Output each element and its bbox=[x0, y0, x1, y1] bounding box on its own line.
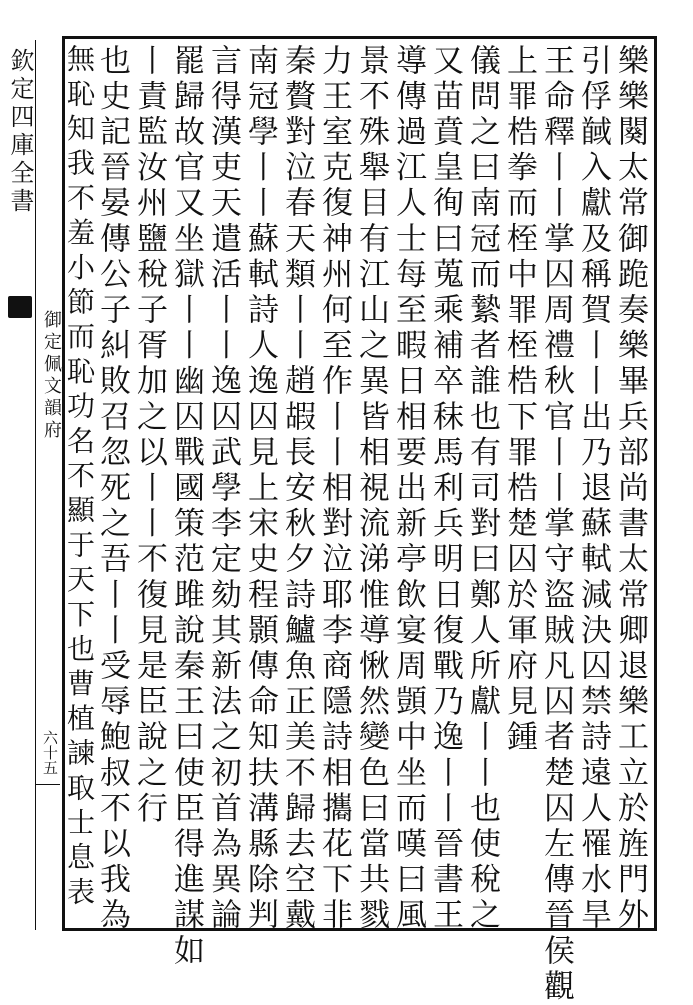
page-number: 六十五 bbox=[38, 730, 60, 775]
text-column: 言得漢吏天遣活丨丨逸囚武學李定劾其新法之初首為異論 bbox=[205, 44, 241, 934]
frame-right-border bbox=[654, 36, 657, 931]
text-column: 又苗賁皇徇曰蒐乘補卒秣馬利兵明日復戰乃逸丨丨晉書王 bbox=[427, 44, 463, 934]
text-column: 丨責監汝州鹽稅子胥加之以丨丨不復見是臣說之行 bbox=[131, 44, 167, 828]
margin-divider bbox=[35, 40, 36, 930]
text-column: 南冠學丨丨蘇軾詩人逸囚見上宋史程顥傳命知扶溝縣除判 bbox=[242, 44, 278, 934]
book-subtitle: 御定佩文韻府 bbox=[41, 310, 62, 442]
text-column: 罷歸故官又坐獄丨丨幽囚戰國策范雎說秦王曰使臣得進謀如 bbox=[168, 44, 204, 970]
text-column: 力王室克復神州何至作丨丨相對泣耶李商隱詩相攜花下非 bbox=[316, 44, 352, 934]
text-column: 儀問之曰南冠而縶者誰也有司對曰鄭人所獻丨丨也使稅之 bbox=[464, 44, 500, 934]
text-column: 景不殊舉目有江山之異皆相視流涕惟導愀然變色曰當共戮 bbox=[353, 44, 389, 934]
text-column: 秦贅對泣春天類丨丨趙嘏長安秋夕詩鱸魚正美不歸去空戴 bbox=[279, 44, 315, 934]
text-column: 王命釋丨丨掌囚周禮秋官丨丨掌守盜賊凡囚者楚囚左傳晉侯觀 bbox=[538, 44, 574, 1005]
text-column: 無恥知我不羞小節而恥功名不顯于天下也曹植諫取士息表 bbox=[63, 44, 96, 912]
text-column: 導傳過江人士每至暇日相要出新亭飲宴周顗中坐而嘆曰風 bbox=[390, 44, 426, 934]
text-column: 引俘馘入獻及稱賀丨丨出乃退蘇軾減決囚禁詩遠人罹水旱 bbox=[575, 44, 611, 934]
frame-top-border bbox=[62, 36, 657, 39]
text-column: 上罪梏拳而桎中罪桎梏下罪梏楚囚於軍府見鍾 bbox=[501, 44, 537, 756]
fish-tail-mark-icon bbox=[8, 296, 32, 318]
text-column: 也史記晉晏傳公子糾敗召忽死之吾丨丨受辱鮑叔不以我為 bbox=[94, 44, 130, 934]
book-title: 欽定四庫全書 bbox=[6, 48, 34, 216]
text-column: 樂樂闋太常御跪奏樂畢兵部尚書太常卿退樂工立於旌門外 bbox=[612, 44, 648, 934]
